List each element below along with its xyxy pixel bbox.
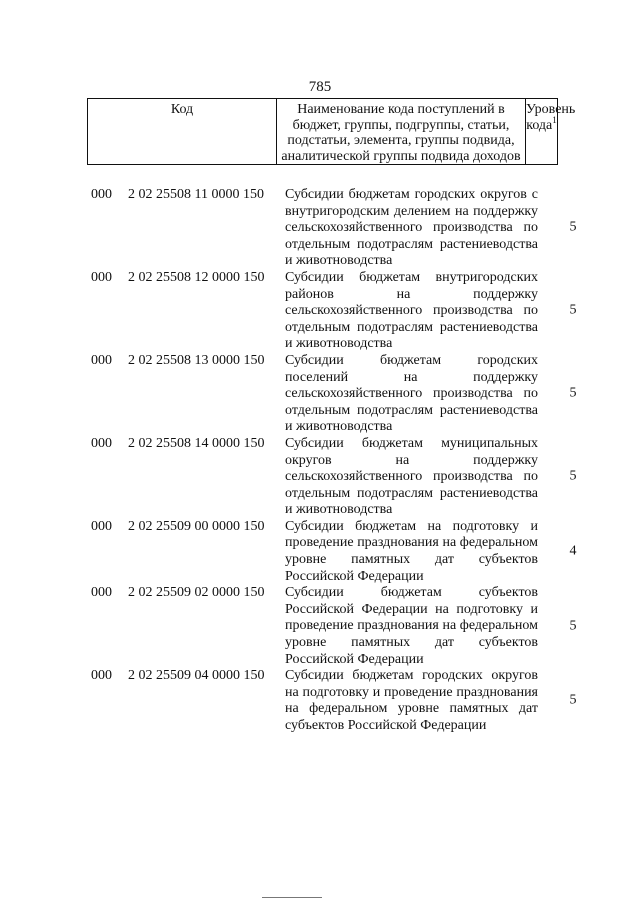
table-row [0,585,640,668]
row-code: 2 02 25508 12 0000 150 [128,269,265,285]
header-name-label: Наименование кода поступлений в бюджет, группы, подгруппы, статьи, подстатьи, элемента, группы подвида, аналитической группы подвида доходов [281,102,521,164]
table-row [0,270,640,353]
table-row [0,519,640,585]
row-code: 2 02 25509 02 0000 150 [128,585,265,601]
row-level: 5 [569,618,577,634]
row-prefix: 000 [91,352,112,368]
row-name: Субсидии бюджетам городских поселений на поддержку сельскохозяйственного производства по отдельным подотраслям растениеводства и животноводства [285,352,538,435]
row-prefix: 000 [91,518,112,534]
row-level: 5 [569,693,577,709]
row-code: 2 02 25508 13 0000 150 [128,352,265,368]
header-code-label: Код [170,102,194,117]
row-name: Субсидии бюджетам на подготовку и проведение празднования на федеральном уровне памятных дат субъектов Российской Федерации [285,518,538,584]
row-level: 4 [569,543,577,559]
table-row [0,187,640,270]
row-level: 5 [569,303,577,319]
row-level: 5 [569,469,577,485]
row-level: 5 [569,220,577,236]
header-level-footnote: 1 [552,114,557,125]
row-name: Субсидии бюджетам внутригородских районов на поддержку сельскохозяйственного производства по отдельным подотраслям растениеводства и животноводства [285,269,538,352]
row-name: Субсидии бюджетам субъектов Российской Федерации на подготовку и проведение празднования на федеральном уровне памятных дат субъектов Российской Федерации [285,585,538,667]
row-prefix: 000 [91,187,112,202]
row-code: 2 02 25509 00 0000 150 [128,518,265,534]
row-name: Субсидии бюджетам городских округов на подготовку и проведение празднования на федеральном уровне памятных дат субъектов Российской Федерации [285,668,538,733]
table-header [87,98,576,165]
header-code [88,99,277,165]
row-prefix: 000 [91,269,112,285]
row-level: 5 [569,386,577,402]
table-row [0,436,640,519]
table-row [0,668,640,734]
table-row [0,353,640,436]
scan-mark [262,897,322,898]
row-name: Субсидии бюджетам муниципальных округов на поддержку сельскохозяйственного производства по отдельным подотраслям растениеводства и животноводства [285,435,538,518]
row-code: 2 02 25508 11 0000 150 [128,187,264,202]
table-body [0,187,640,735]
row-name: Субсидии бюджетам городских округов с внутригородским делением на поддержку сельскохозяйственного производства по отдельным подотраслям растениеводства и животноводства [285,187,538,269]
row-prefix: 000 [91,585,112,601]
row-prefix: 000 [91,435,112,451]
row-code: 2 02 25508 14 0000 150 [128,435,265,451]
page-number: 785 [308,79,332,95]
row-code: 2 02 25509 04 0000 150 [128,668,265,684]
header-name [277,99,526,165]
row-prefix: 000 [91,668,112,684]
header-level-label: Уровень кода [526,102,576,133]
header-level [526,99,576,165]
